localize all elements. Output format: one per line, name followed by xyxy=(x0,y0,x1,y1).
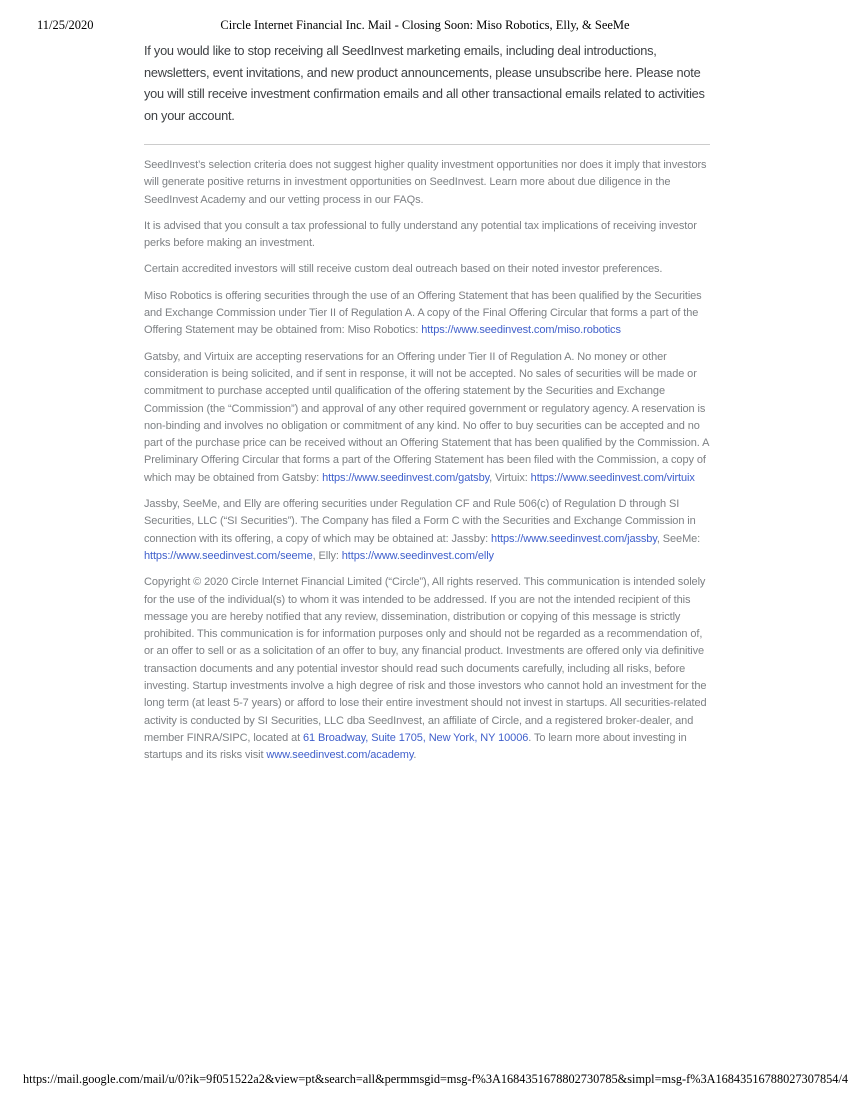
seedinvest-link[interactable]: https://www.seedinvest.com/jassby xyxy=(491,532,657,545)
disclaimer-text: Certain accredited investors will still receive custom deal outreach based on their noted investor preferences. xyxy=(144,263,663,276)
disclaimer-paragraph xyxy=(144,288,710,340)
seedinvest-link[interactable]: https://www.seedinvest.com/elly xyxy=(341,549,494,562)
print-date: 11/25/2020 xyxy=(37,18,94,32)
disclaimer-text: , Elly: xyxy=(312,549,342,562)
email-body xyxy=(144,40,710,774)
disclaimer-paragraph xyxy=(144,574,710,764)
disclaimer-paragraph xyxy=(144,218,710,253)
seedinvest-link[interactable]: https://www.seedinvest.com/virtuix xyxy=(530,471,695,484)
print-footer xyxy=(23,1072,849,1087)
disclaimer-text: , Virtuix: xyxy=(489,471,531,484)
disclaimer-text: Miso Robotics is offering securities through the use of an Offering Statement that has been qualified by the Securities and Exchange Commission under Tier II of Regulation A. A copy of the Final Offering Circular that forms a part of the Offering Statement may be obtained from: Miso Robotics: xyxy=(144,289,702,337)
disclaimer-text: , SeeMe: xyxy=(656,532,701,545)
section-divider xyxy=(144,144,710,145)
disclaimer-text: . xyxy=(413,749,417,762)
seedinvest-link[interactable]: 61 Broadway, Suite 1705, New York, NY 10006 xyxy=(303,731,529,744)
seedinvest-link[interactable]: https://www.seedinvest.com/seeme xyxy=(144,549,313,562)
unsubscribe-notice-paragraph: If you would like to stop receiving all SeedInvest marketing emails, including deal introductions, newsletters, event invitations, and new product announcements, please unsubscribe here. Please note you will still receive investment confirmation emails and all other transactional emails related to activities on your account. xyxy=(144,43,705,123)
print-header xyxy=(0,18,850,33)
disclaimer-paragraph xyxy=(144,261,710,278)
disclaimer-text: Copyright © 2020 Circle Internet Financial Limited (“Circle”), All rights reserved. This communication is intended solely for the use of the individual(s) to whom it was intended to be addressed. If you are not the intended recipient of this message you are hereby notified that any review, dissemination, distribution or copying of this message is strictly prohibited. This communication is for information purposes only and should not be regarded as a recommendation of, or an offer to sell or as a solicitation of an offer to buy, any financial product. Investments are offered only via definitive transaction documents and any potential investor should read such documents carefully, including all risks, before investing. Startup investments involve a high degree of risk and those investors who cannot hold an investment for the long term (at least 5-7 years) or afford to lose their entire investment should not invest in startups. All securities-related activity is conducted by SI Securities, LLC dba SeedInvest, an affiliate of Circle, and a registered broker-dealer, and member FINRA/SIPC, located at xyxy=(144,576,707,744)
disclaimer-text: Jassby, SeeMe, and Elly are offering securities under Regulation CF and Rule 506(c) of Regulation D through SI Securities, LLC (“SI Securities”). The Company has filed a Form C with the Securities and Exchange Commission in connection with its offering, a copy of which may be obtained at: Jassby: xyxy=(144,498,696,545)
page-number: 4/4 xyxy=(832,1072,849,1086)
seedinvest-link[interactable]: https://www.seedinvest.com/miso.robotics xyxy=(421,324,621,337)
disclaimer-text: Gatsby, and Virtuix are accepting reservations for an Offering under Tier II of Regulation A. No money or other consideration is being solicited, and if sent in response, it will not be accepted. No sales of securities will be made or commitment to purchase accepted until qualification of the offering statement by the Securities and Exchange Commission (the “Commission”) and approval of any other required government or regulatory agency. A reservation is non-binding and involves no obligation or commitment of any kind. No offer to buy securities can be accepted and no part of the purchase price can be received without an Offering Statement that has been qualified by the Commission. A Preliminary Offering Circular that forms a part of the Offering Statement has been filed with the Commission, a copy of which may be obtained from Gatsby: xyxy=(144,350,709,484)
page-title: Circle Internet Financial Inc. Mail - Closing Soon: Miso Robotics, Elly, & SeeMe xyxy=(220,18,630,32)
source-url: https://mail.google.com/mail/u/0?ik=9f051522a2&view=pt&search=all&permmsgid=msg-f%3A1684351678802730785&simpl=msg-f%3A1684351678802730785 xyxy=(23,1072,833,1086)
disclaimer-text: SeedInvest’s selection criteria does not suggest higher quality investment opportunities nor does it imply that investors will generate positive returns in investment opportunities on SeedInvest. Learn more about due diligence in the SeedInvest Academy and our vetting process in our FAQs. xyxy=(144,159,707,206)
disclaimer-paragraph xyxy=(144,349,710,487)
seedinvest-link[interactable]: www.seedinvest.com/academy xyxy=(266,749,414,762)
disclaimer-list xyxy=(144,157,710,765)
seedinvest-link[interactable]: https://www.seedinvest.com/gatsby xyxy=(322,471,490,484)
disclaimer-paragraph xyxy=(144,496,710,565)
disclaimer-text: It is advised that you consult a tax professional to fully understand any potential tax implications of receiving investor perks before making an investment. xyxy=(144,219,697,250)
disclaimer-paragraph xyxy=(144,157,710,209)
disclaimer-text: . To learn more about investing in startups and its risks visit xyxy=(144,731,687,762)
